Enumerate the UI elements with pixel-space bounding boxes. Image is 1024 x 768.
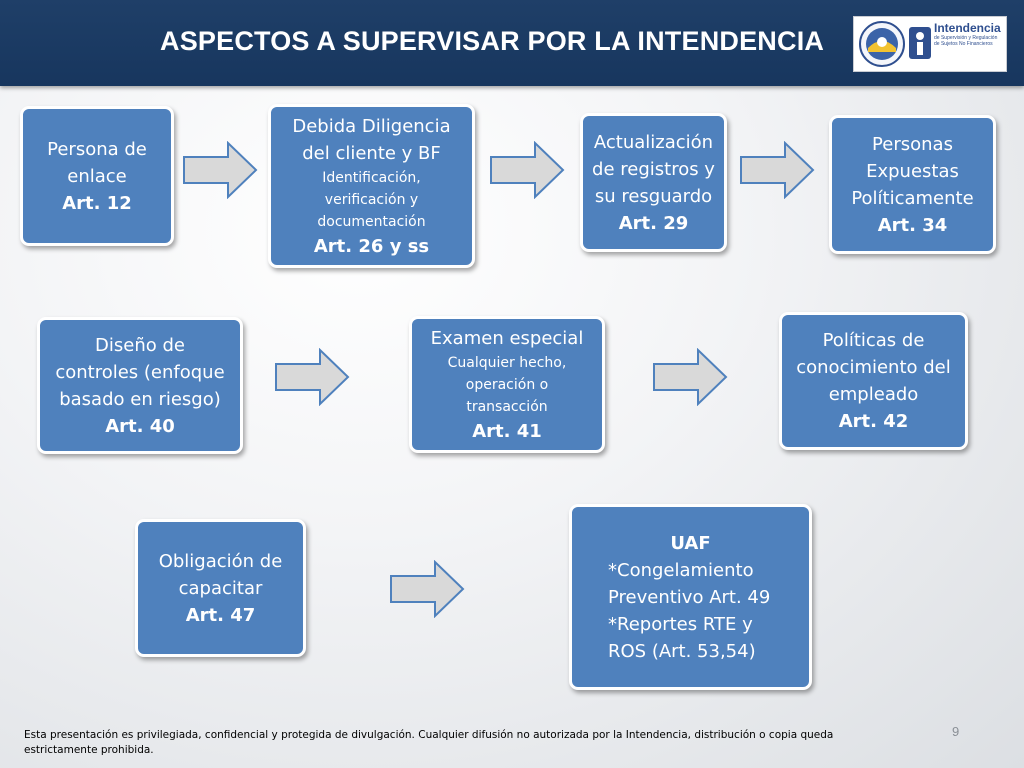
box-uaf-heading: UAF [670, 532, 711, 554]
box-article: Art. 40 [105, 415, 175, 437]
box-line: Persona de [47, 138, 147, 160]
box-article: Art. 42 [838, 411, 909, 432]
box-detail-line: transacción [466, 398, 548, 415]
logo-name: Intendencia [934, 21, 1001, 35]
box-article: Art. 41 [472, 420, 542, 442]
box-politicas-conocimiento-empleado [779, 312, 968, 450]
box-line: su resguardo [594, 185, 713, 207]
box-line: *Reportes RTE y [608, 613, 753, 635]
box-detail-line: verificación y [324, 191, 419, 208]
box-line: Personas [872, 133, 953, 155]
box-personas-expuestas [829, 115, 996, 254]
box-article: Art. 26 y ss [313, 235, 430, 257]
flow-arrow-icon [652, 348, 728, 406]
government-seal-icon [858, 20, 906, 68]
flow-arrow-icon [739, 141, 815, 199]
box-uaf [569, 504, 812, 690]
box-persona-de-enlace [20, 106, 174, 246]
title-bar [0, 0, 1024, 86]
box-line: Obligación de [158, 550, 283, 572]
box-line: basado en riesgo) [59, 388, 221, 410]
person-mark-icon [909, 27, 931, 59]
flow-arrow-icon [182, 141, 258, 199]
flow-arrow-icon [389, 560, 465, 618]
box-article: Art. 47 [185, 604, 256, 626]
box-line: conocimiento del [796, 357, 951, 378]
slide-title: ASPECTOS A SUPERVISAR POR LA INTENDENCIA [160, 26, 825, 56]
box-article: Art. 12 [62, 192, 132, 214]
box-line: Expuestas [866, 160, 959, 182]
box-obligacion-capacitar [135, 519, 306, 657]
box-examen-especial [409, 316, 605, 453]
box-line: controles (enfoque [55, 361, 225, 383]
box-line: Políticamente [851, 187, 974, 209]
logo-text [934, 22, 1004, 48]
box-diseno-controles [37, 317, 243, 454]
box-line: Debida Diligencia [292, 115, 451, 137]
box-debida-diligencia [268, 104, 475, 268]
box-line: empleado [828, 384, 919, 405]
box-detail-line: operación o [465, 376, 549, 393]
confidentiality-disclaimer: Esta presentación es privilegiada, confidencial y protegida de divulgación. Cualquier difusión no autorizada por la Intendencia, distribución o copia queda estrictamente prohibida. [24, 729, 834, 756]
box-line: del cliente y BF [302, 142, 441, 164]
logo-subtitle: de Supervisión y Regulación de Sujetos No Financieros [934, 35, 998, 47]
box-line: Diseño de [95, 334, 185, 356]
box-article: Art. 34 [877, 214, 948, 236]
box-line: Políticas de [822, 330, 925, 351]
box-line: Actualización [593, 131, 714, 153]
box-detail-line: Identificación, [322, 169, 421, 186]
box-line: de registros y [592, 158, 715, 180]
box-line: enlace [67, 165, 127, 187]
box-line: capacitar [178, 577, 263, 599]
box-article: Art. 29 [618, 212, 689, 234]
box-actualizacion-registros [580, 113, 727, 252]
box-detail-line: documentación [317, 213, 426, 230]
intendencia-logo [853, 16, 1007, 72]
page-number: 9 [952, 724, 960, 739]
flow-arrow-icon [489, 141, 565, 199]
box-detail-line: Cualquier hecho, [447, 354, 567, 371]
box-line: Preventivo Art. 49 [608, 586, 771, 608]
box-line: ROS (Art. 53,54) [608, 640, 756, 662]
box-line: *Congelamiento [608, 559, 754, 581]
box-line: Examen especial [430, 327, 584, 349]
flow-arrow-icon [274, 348, 350, 406]
